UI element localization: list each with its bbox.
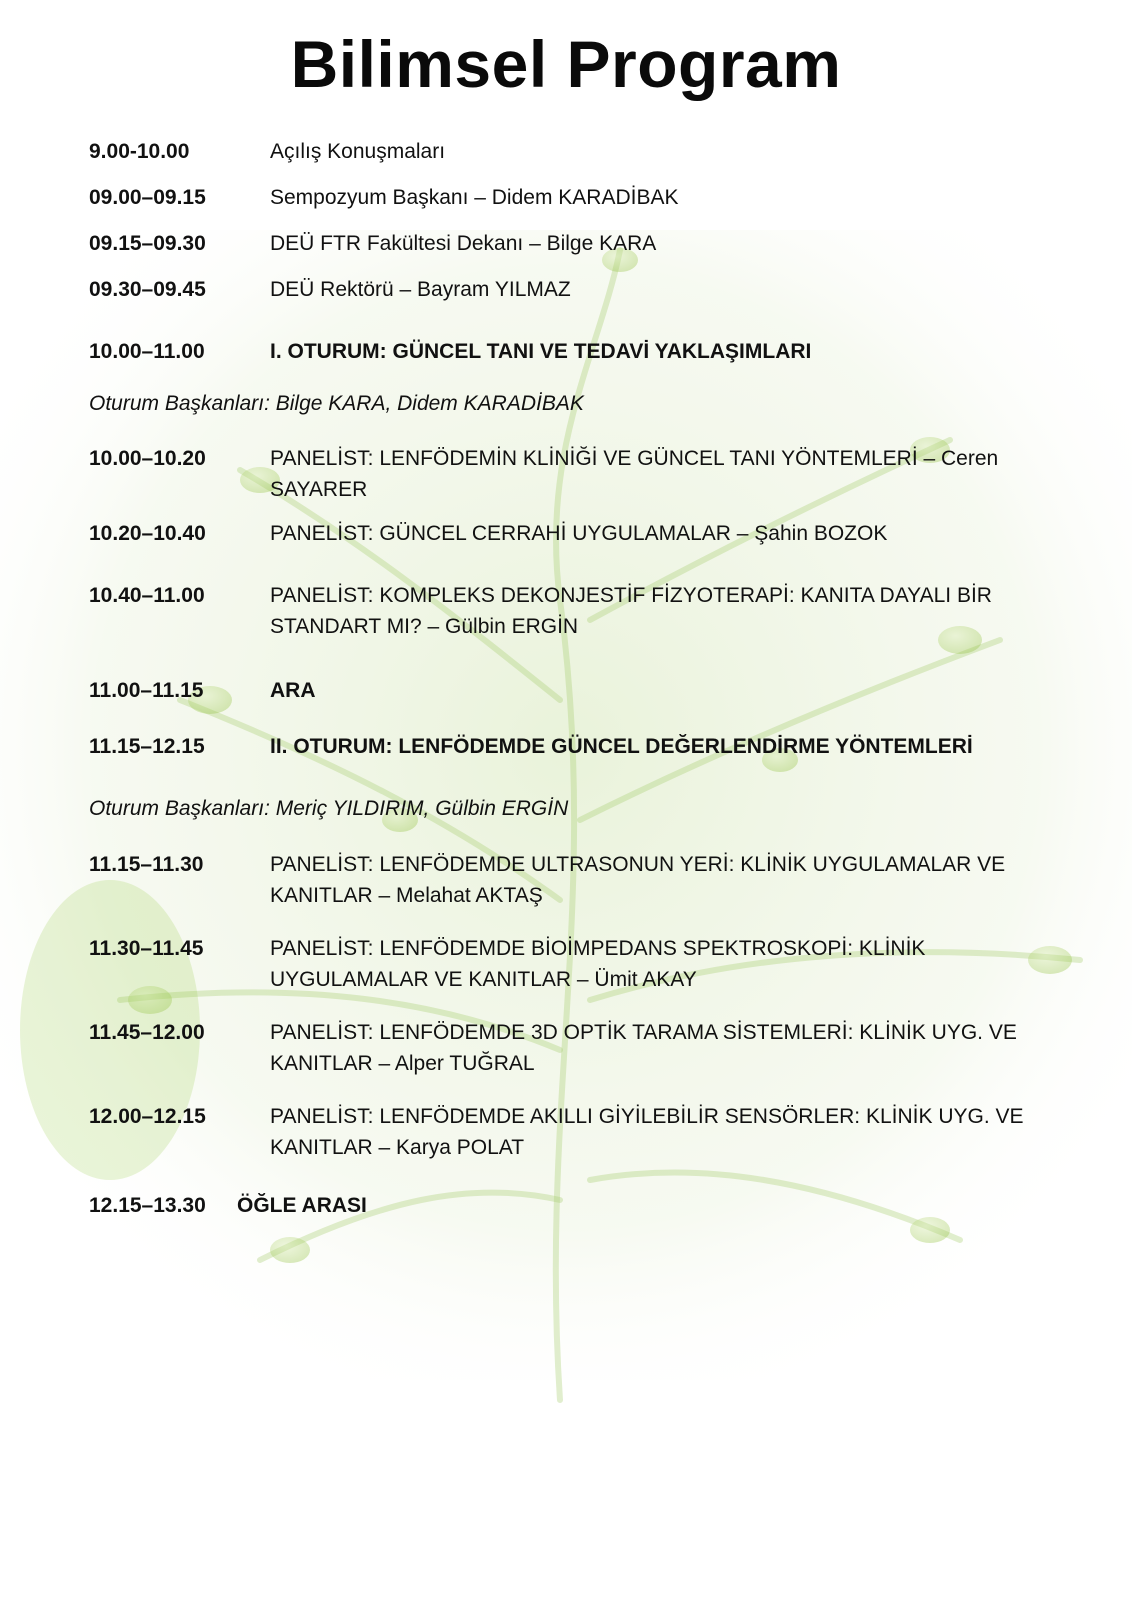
time-slot: 11.15–12.15 xyxy=(89,735,205,758)
break-label: ARA xyxy=(270,679,316,702)
page-title: Bilimsel Program xyxy=(290,27,842,101)
time-slot: 9.00-10.00 xyxy=(89,140,190,163)
session-description: Sempozyum Başkanı – Didem KARADİBAK xyxy=(270,186,679,209)
session-description: PANELİST: LENFÖDEMİN KLİNİĞİ VE GÜNCEL TANI YÖNTEMLERİ – Ceren SAYARER xyxy=(270,447,999,501)
time-slot: 10.00–11.00 xyxy=(89,340,205,363)
time-slot: 11.15–11.30 xyxy=(89,853,204,876)
time-slot: 09.15–09.30 xyxy=(89,232,206,255)
time-slot: 10.20–10.40 xyxy=(89,522,206,545)
time-slot: 10.40–11.00 xyxy=(89,584,205,607)
session-chairs: Oturum Başkanları: Meriç YILDIRIM, Gülbin ERGİN xyxy=(89,797,569,820)
time-slot: 09.00–09.15 xyxy=(89,186,206,209)
time-slot: 11.00–11.15 xyxy=(89,679,204,702)
session-description: PANELİST: LENFÖDEMDE 3D OPTİK TARAMA SİSTEMLERİ: KLİNİK UYG. VE KANITLAR – Alper TUĞRAL xyxy=(270,1021,1017,1075)
session-description: PANELİST: LENFÖDEMDE BİOİMPEDANS SPEKTROSKOPİ: KLİNİK UYGULAMALAR VE KANITLAR – Ümit AKAY xyxy=(270,937,926,991)
session-description: PANELİST: LENFÖDEMDE AKILLI GİYİLEBİLİR SENSÖRLER: KLİNİK UYG. VE KANITLAR – Karya POLAT xyxy=(270,1105,1024,1159)
session-description: PANELİST: KOMPLEKS DEKONJESTİF FİZYOTERAPİ: KANITA DAYALI BİR STANDART MI? – Gülbin ERGİN xyxy=(270,584,992,638)
session-description: DEÜ FTR Fakültesi Dekanı – Bilge KARA xyxy=(270,232,657,255)
session-description: PANELİST: GÜNCEL CERRAHİ UYGULAMALAR – Şahin BOZOK xyxy=(270,522,888,545)
time-slot: 10.00–10.20 xyxy=(89,447,206,470)
session-title: II. OTURUM: LENFÖDEMDE GÜNCEL DEĞERLENDİRME YÖNTEMLERİ xyxy=(270,735,973,758)
session-description: Açılış Konuşmaları xyxy=(270,140,446,163)
time-slot: 11.30–11.45 xyxy=(89,937,204,960)
lunch-label: ÖĞLE ARASI xyxy=(237,1194,367,1217)
session-title: I. OTURUM: GÜNCEL TANI VE TEDAVİ YAKLAŞIMLARI xyxy=(270,340,812,363)
session-chairs: Oturum Başkanları: Bilge KARA, Didem KARADİBAK xyxy=(89,392,584,415)
session-description: DEÜ Rektörü – Bayram YILMAZ xyxy=(270,278,571,301)
time-slot: 12.00–12.15 xyxy=(89,1105,206,1128)
time-slot: 11.45–12.00 xyxy=(89,1021,205,1044)
session-description: PANELİST: LENFÖDEMDE ULTRASONUN YERİ: KLİNİK UYGULAMALAR VE KANITLAR – Melahat AKTAŞ xyxy=(270,853,1006,907)
time-slot: 12.15–13.30 xyxy=(89,1194,206,1217)
time-slot: 09.30–09.45 xyxy=(89,278,206,301)
